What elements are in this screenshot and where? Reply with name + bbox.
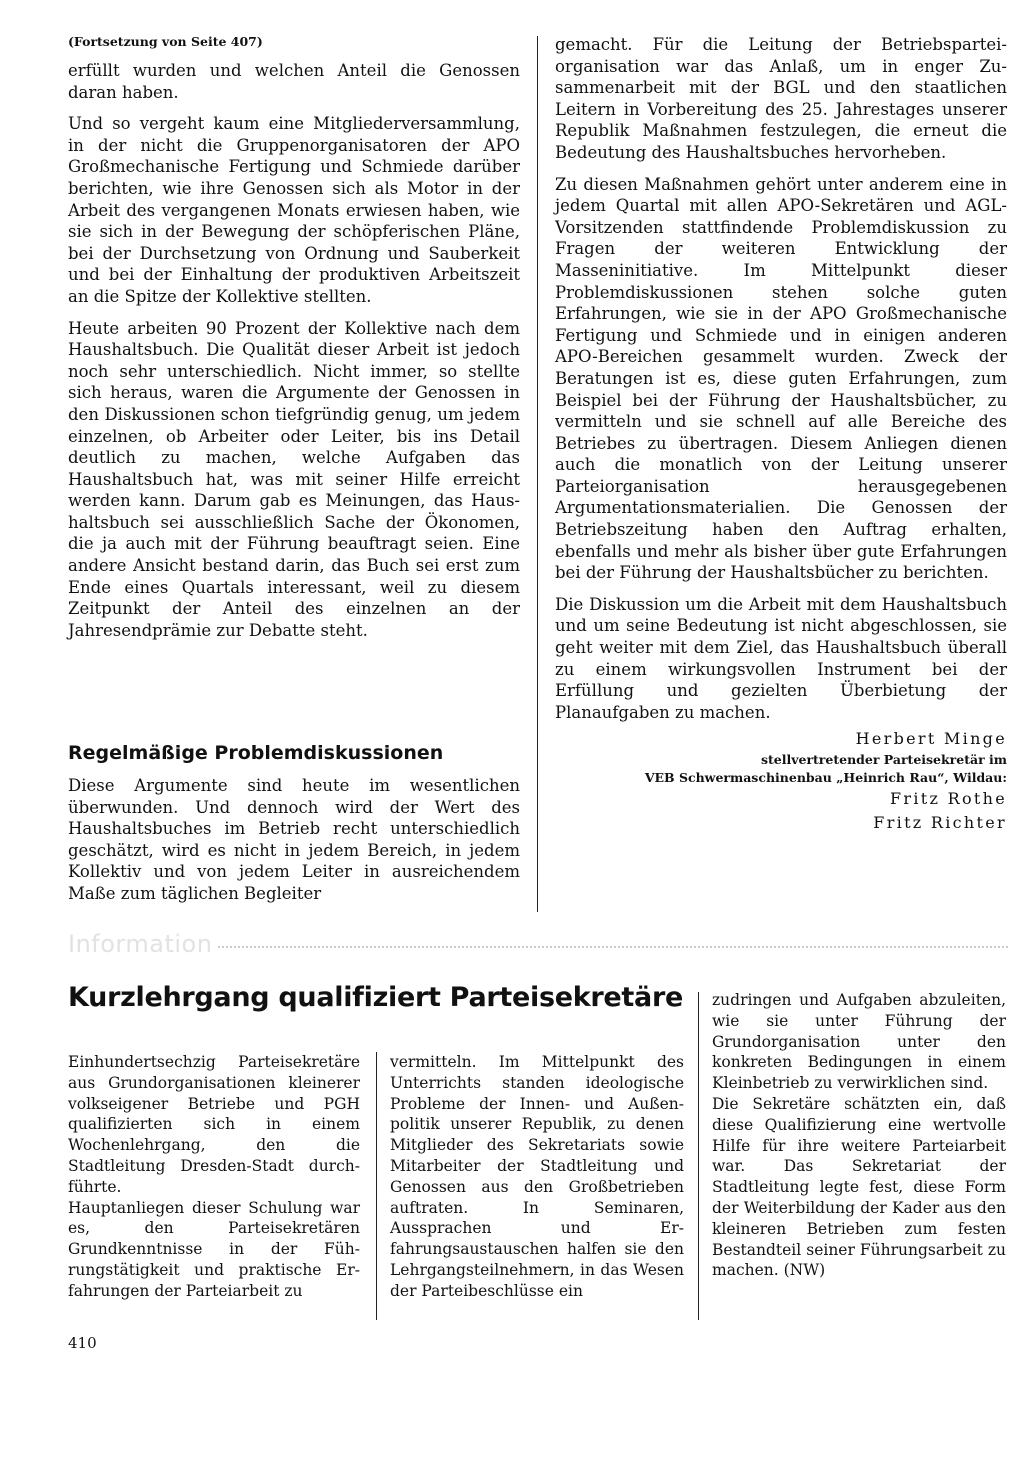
column-divider-3 (698, 992, 699, 1320)
signature-name-fritz-richter: Fritz Richter (873, 813, 1007, 833)
signature-role-1: stellvertretender Parteisekretär im (760, 752, 1007, 768)
article2-col1-paragraph-1: Einhundertsechzig Parteisekretäre aus Grundorganisationen kleinerer volkseigener Betriebe und PGH qualifizierten sich in einem Wochenlehrgang, den die Stadtleitung Dresden-Stadt durchführte. (68, 1053, 360, 1196)
article1-paragraph-6: Zu diesen Maßnahmen gehört unter anderem eine in jedem Quartal mit allen APO-Sekretären und AGL-Vorsitzenden stattfindende Problemdiskussion zu Fragen der weiteren Entwicklung der Masseninitiative. Im Mittelpunkt dieser Problemdiskussionen stehen solche guten Erfahrungen, wie sie in der APO Großmechanische Fertigung und Schmiede und in einigen anderen APO-Bereichen gesammelt wurden. Zweck der Beratungen ist es, diese guten Erfahrungen, zum Beispiel bei der Führung der Haushaltsbücher, zu vermitteln und sie schnell auf alle Bereiche des Betriebes zu übertragen. Diesem Anliegen dienen auch die monatlich von der Leitung unserer Parteiorganisation herausgegebenen Argumentationsmaterialien. Die Genossen der Betriebszeitung haben den Auftrag erhalten, ebenfalls und mehr als bisher über gute Erfahrungen bei der Führung der Haushaltsbücher zu berichten. (555, 174, 1007, 583)
article2-col1-paragraph-2: Hauptanliegen dieser Schulung war es, den Parteisekretären Grundkenntnisse in der Führungstätigkeit und praktische Erfahrungen der Parteiarbeit zu (68, 1198, 360, 1300)
article2-col3-paragraph-1: zudringen und Aufgaben abzuleiten, wie sie unter Führung der Grundorganisation unter den konkreten Bedingungen in einem Kleinbetrieb zu verwirklichen sind. (712, 991, 1006, 1093)
article2-headline: Kurzlehrgang qualifiziert Parteisekretäre (68, 982, 683, 1013)
article1-right-column (555, 34, 1007, 835)
information-dotted-line (218, 946, 1008, 948)
signature-name-fritz-rothe: Fritz Rothe (890, 789, 1007, 809)
article1-paragraph-4: Diese Argumente sind heute im wesentlichen überwunden. Und dennoch wird der Wert des Haushaltsbuches im Betrieb recht unterschiedlich geschätzt, wird es nicht in jedem Bereich, in jedem Kollektiv und von jedem Leiter in ausreichendem Maße zum täglichen Begleiter (68, 776, 520, 903)
article1-paragraph-2: Und so vergeht kaum eine Mitgliederversammlung, in der nicht die Gruppenorganisatoren der APO Großmechanische Fertigung und Schmiede darüber berichten, wie ihre Genossen sich als Motor in der Arbeit des vergangenen Monats erwiesen haben, wie sie sich in der Bewegung der schöpferischen Pläne, bei der Durchsetzung von Ordnung und Sauberkeit und bei der Einhaltung der produktiven Arbeitszeit an die Spitze der Kollektive stellten. (68, 114, 520, 306)
article1-paragraph-5: gemacht. Für die Leitung der Betriebsparteiorganisation war das Anlaß, um in enger Zusammenarbeit mit der BGL und den staatlichen Leitern in Vorbereitung des 25. Jahrestages unserer Republik Maßnahmen festzulegen, die erneut die Bedeutung des Haushaltsbuches hervorheben. (555, 35, 1007, 162)
article2-column-3 (712, 990, 1006, 1281)
article1-paragraph-1: erfüllt wurden und welchen Anteil die Genossen daran haben. (68, 61, 520, 102)
article1-subheading: Regelmäßige Problemdiskussionen (68, 742, 444, 764)
signature-name-herbert: Herbert Minge (855, 729, 1007, 749)
page-number: 410 (68, 1334, 97, 1352)
article2-column-2 (390, 1052, 684, 1302)
continuation-note: (Fortsetzung von Seite 407) (68, 34, 263, 49)
article1-paragraph-3: Heute arbeiten 90 Prozent der Kollektive nach dem Haushaltsbuch. Die Qualität dieser Arbeit ist jedoch noch sehr unterschiedlich. Nicht immer, so stellte sich heraus, waren die Argumente der Genossen in den Diskussionen schon tiefgründig genug, um jedem einzelnen, ob Arbeiter oder Leiter, bis ins Detail deutlich zu machen, welche Aufgaben das Haushaltsbuch hat, was mit seiner Hilfe erreicht werden kann. Darum gab es Meinungen, das Haushaltsbuch sei ausschließlich Sache der Ökonomen, die ja auch mit der Führung beauftragt seien. Eine andere Ansicht bestand darin, das Buch sei erst zum Ende eines Quartals interessant, weil zu diesem Zeitpunkt der Anteil des einzelnen an der Jahresendprämie zur Debatte steht. (68, 318, 520, 640)
information-label: Information (68, 930, 213, 958)
article2-col2-paragraph-1: vermitteln. Im Mittelpunkt des Unterrichts standen ideologische Probleme der Innen- und Außenpolitik unserer Republik, zu denen Mitglieder des Sekretariats sowie Mitarbeiter der Stadtleitung und Genossen aus den Großbetrieben auftraten. In Seminaren, Aussprachen und Erfahrungsaustauschen halfen sie den Lehrgangsteilnehmern, in das Wesen der Parteibeschlüsse ein (390, 1053, 684, 1300)
article2-col3-paragraph-2: Die Sekretäre schätzten ein, daß diese Qualifizierung eine wertvolle Hilfe für ihre weitere Parteiarbeit war. Das Sekretariat der Stadtleitung legte fest, diese Form der Weiterbildung der Kader aus den kleineren Betrieben zum festen Bestandteil seiner Führungsarbeit zu machen. (NW) (712, 1094, 1006, 1280)
signature-block (555, 727, 1007, 835)
column-divider-2 (376, 1052, 377, 1320)
article1-left-column (68, 60, 520, 651)
article1-paragraph-7: Die Diskussion um die Arbeit mit dem Haushaltsbuch und um seine Bedeutung ist nicht abgeschlossen, sie geht weiter mit dem Ziel, das Haushaltsbuch überall zu einem wirkungsvollen Instrument bei der Erfüllung und gezielten Überbietung der Planaufgaben zu machen. (555, 594, 1007, 722)
information-band (68, 930, 1008, 958)
column-divider (537, 36, 538, 912)
article2-column-1 (68, 1052, 360, 1302)
article1-left-column-lower (68, 775, 520, 905)
signature-role-2: VEB Schwermaschinenbau „Heinrich Rau“, Wildau: (644, 770, 1007, 786)
